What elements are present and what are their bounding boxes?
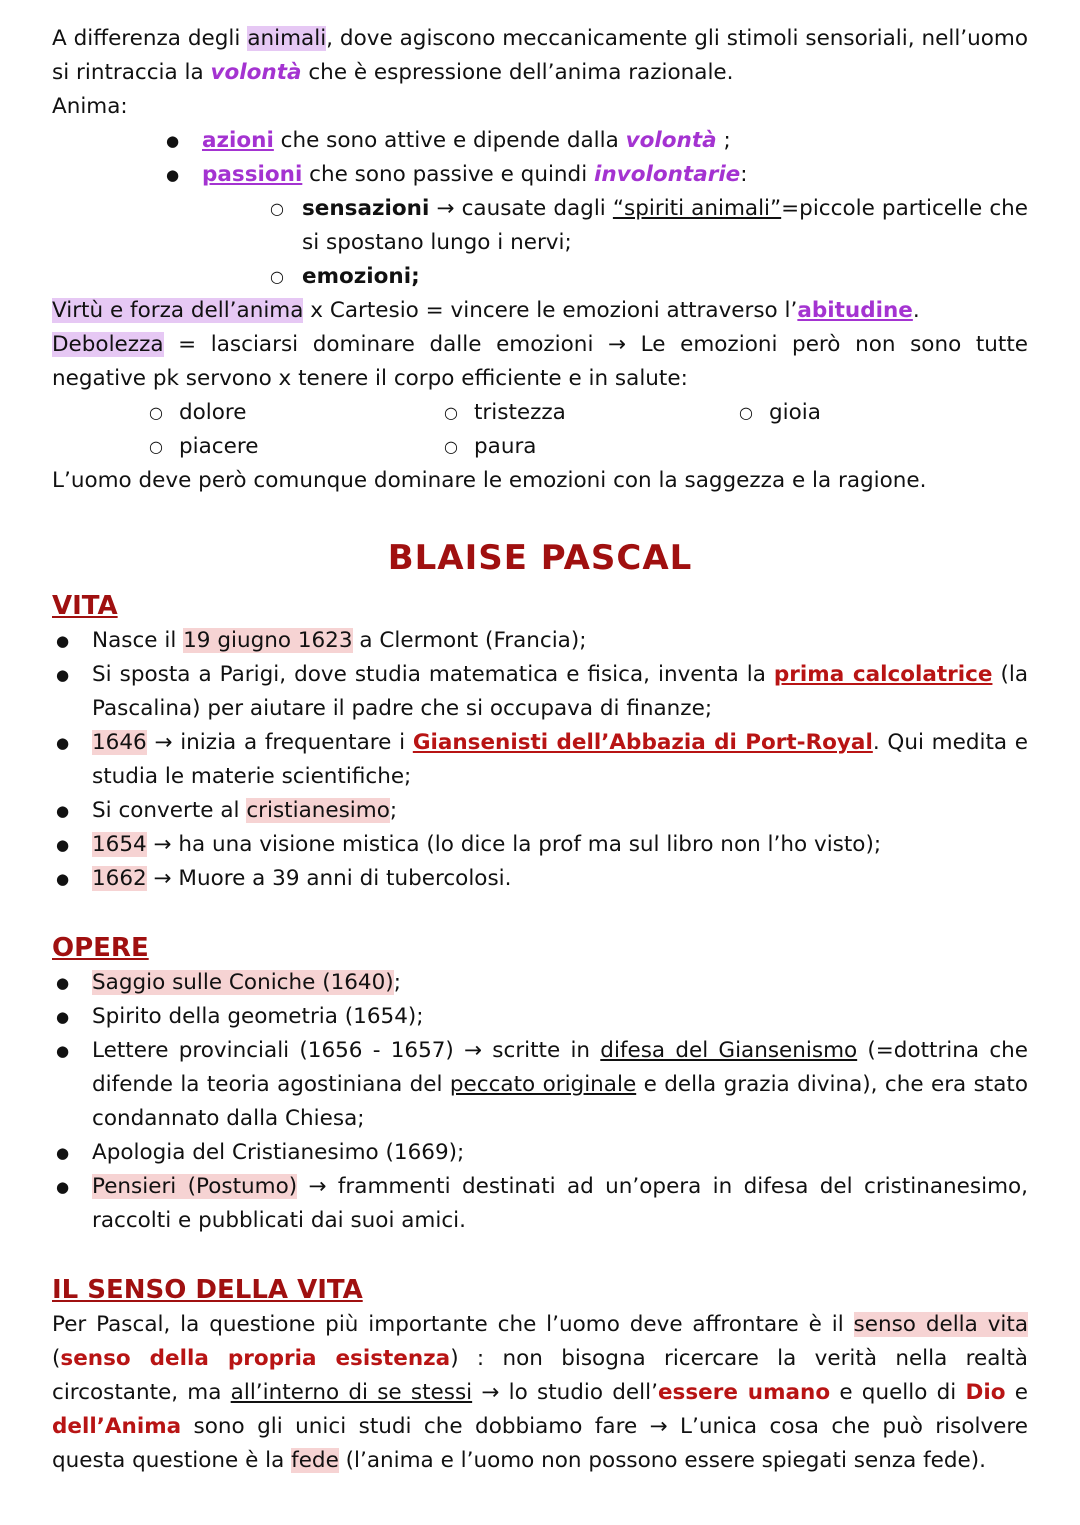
keyword: involontarie <box>594 162 741 187</box>
text: =piccole particelle che si spostano lungo i nervi; <box>302 196 1028 255</box>
highlight: fede <box>291 1448 339 1473</box>
intro-paragraph <box>52 22 1028 90</box>
debolezza-paragraph <box>52 328 1028 396</box>
highlight: Debolezza <box>52 332 164 357</box>
highlight: Saggio sulle Coniche (1640) <box>92 970 394 995</box>
list-item <box>270 260 1028 294</box>
highlight: Pensieri (Postumo) <box>92 1174 298 1199</box>
keyword: Dio <box>965 1380 1006 1405</box>
underlined-text: peccato originale <box>449 1072 637 1097</box>
text: Per Pascal, la questione più importante che l’uomo deve affrontare è il <box>52 1312 854 1337</box>
highlight: 1654 <box>92 832 147 857</box>
text: → inizia a frequentare i <box>146 730 413 755</box>
section-heading-senso: IL SENSO DELLA VITA <box>52 1275 363 1305</box>
section-heading-opere: OPERE <box>52 933 149 963</box>
text: sono gli unici studi che dobbiamo fare → L’unica cosa che può risolvere questa questione è la <box>52 1414 1028 1473</box>
anima-label: Anima: <box>52 94 128 119</box>
list-item <box>52 1034 1028 1136</box>
text: ) : non bisogna ricercare la verità nella realtà circostante, ma <box>52 1346 1028 1405</box>
list-item <box>52 794 1028 828</box>
highlight: 1662 <box>92 866 147 891</box>
passioni-sublist <box>270 192 1028 294</box>
keyword: dell’Anima <box>52 1414 182 1439</box>
text: Lettere provinciali (1656 - 1657) → scritte in <box>92 1038 601 1063</box>
text: : <box>740 162 748 187</box>
section-heading-vita: VITA <box>52 591 118 621</box>
keyword: senso della propria esistenza <box>60 1346 451 1371</box>
text: ; <box>723 128 731 153</box>
text: e della grazia divina), che era stato condannato dalla Chiesa; <box>92 1072 1029 1131</box>
text: = lasciarsi dominare dalle emozioni → Le emozioni però non sono tutte negative pk servono x tenere il corpo efficiente e in salute: <box>52 332 1028 391</box>
highlight: 19 giugno 1623 <box>183 628 353 653</box>
text: Si converte al <box>92 798 247 823</box>
keyword: volontà <box>625 128 717 153</box>
highlight: 1646 <box>92 730 147 755</box>
senso-paragraph <box>52 1308 1028 1478</box>
text: a Clermont (Francia); <box>352 628 587 653</box>
emotion-item: ○ dolore <box>149 396 444 430</box>
text: e quello di <box>830 1380 966 1405</box>
opere-section <box>52 930 1028 1238</box>
emotions-list <box>149 396 1028 464</box>
keyword: abitudine <box>797 298 913 323</box>
emotion-item: ○ piacere <box>149 430 444 464</box>
emotion-item: ○ tristezza <box>444 396 739 430</box>
text: ( <box>52 1346 61 1371</box>
list-item <box>270 192 1028 260</box>
vita-list <box>52 624 1028 896</box>
highlight: animali <box>247 26 327 51</box>
list-item <box>162 158 1028 294</box>
text: → Muore a 39 anni di tubercolosi. <box>146 866 512 891</box>
opere-list <box>52 966 1028 1238</box>
highlight: cristianesimo <box>246 798 390 823</box>
text: e <box>1005 1380 1028 1405</box>
text: (=dottrina che difende la teoria agostiniana del <box>92 1038 1028 1097</box>
keyword: volontà <box>210 60 302 85</box>
text: ; <box>393 970 401 995</box>
highlight: Virtù e forza dell’anima <box>52 298 304 323</box>
text: . <box>912 298 920 323</box>
virtu-line <box>52 294 1028 328</box>
underlined-text: all’interno di se stessi <box>230 1380 473 1405</box>
list-item <box>52 726 1028 794</box>
text: ; <box>389 798 398 823</box>
text: Si sposta a Parigi, dove studia matematica e fisica, inventa la <box>92 662 774 687</box>
text: che sono passive e quindi <box>302 162 595 187</box>
text: Nasce il <box>92 628 184 653</box>
text: (l’anima e l’uomo non possono essere spiegati senza fede). <box>338 1448 987 1473</box>
list-item <box>52 1170 1028 1238</box>
text: . Qui medita e studia le materie scientifiche; <box>92 730 1029 789</box>
anima-list <box>162 124 1028 294</box>
text: (la Pascalina) per aiutare il padre che si occupava di finanze; <box>92 662 1028 721</box>
page-title: BLAISE PASCAL <box>387 538 693 578</box>
underlined-text: “spiriti animali” <box>612 196 782 221</box>
text: → ha una visione mistica (lo dice la prof ma sul libro non l’ho visto); <box>146 832 882 857</box>
emotion-item: ○ paura <box>444 430 739 464</box>
text: che è espressione dell’anima razionale. <box>301 60 734 85</box>
list-item: ● Spirito della geometria (1654); <box>52 1000 1028 1034</box>
list-item: ● Apologia del Cristianesimo (1669); <box>52 1136 1028 1170</box>
senso-section <box>52 1272 1028 1478</box>
text: → causate dagli <box>429 196 613 221</box>
keyword: passioni <box>202 162 303 187</box>
keyword: emozioni; <box>302 264 420 289</box>
text: → lo studio dell’ <box>472 1380 658 1405</box>
text: A differenza degli <box>52 26 248 51</box>
conclusion: L’uomo deve però comunque dominare le emozioni con la saggezza e la ragione. <box>52 468 927 493</box>
highlight: senso della vita <box>853 1312 1028 1337</box>
list-item <box>52 862 1028 896</box>
keyword: prima calcolatrice <box>773 662 993 687</box>
text: che sono attive e dipende dalla <box>273 128 626 153</box>
underlined-text: difesa del Giansenismo <box>600 1038 858 1063</box>
list-item <box>52 658 1028 726</box>
keyword: sensazioni <box>302 196 430 221</box>
keyword: azioni <box>202 128 274 153</box>
list-item <box>52 624 1028 658</box>
emotion-item: ○ gioia <box>739 396 979 430</box>
text: x Cartesio = vincere le emozioni attraverso l’ <box>303 298 798 323</box>
text: → frammenti destinati ad un’opera in difesa del cristinanesimo, raccolti e pubblicati dai suoi amici. <box>92 1174 1028 1233</box>
list-item <box>52 828 1028 862</box>
keyword: essere umano <box>657 1380 831 1405</box>
text: , dove agiscono meccanicamente gli stimoli sensoriali, nell’uomo si rintraccia la <box>52 26 1029 85</box>
list-item <box>52 966 1028 1000</box>
list-item <box>162 124 1028 158</box>
keyword: Giansenisti dell’Abbazia di Port-Royal <box>412 730 873 755</box>
